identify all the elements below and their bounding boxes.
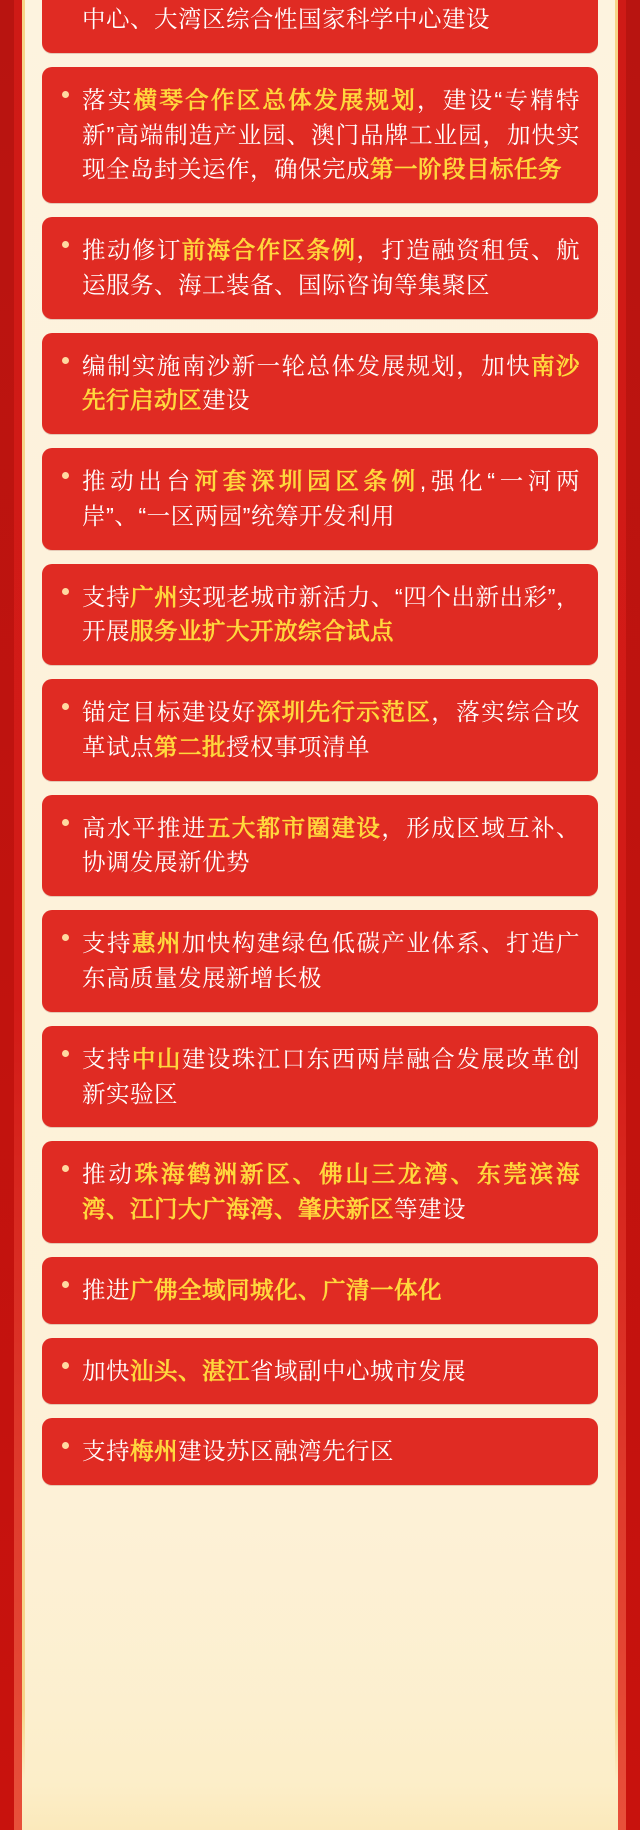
body-text: 支持	[82, 930, 132, 957]
body-text: 高水平推进	[82, 814, 207, 841]
body-text: ，建设“专精特新”高端制造产业园、澳门品牌工业园，加快实现全岛封关运作，确保完成	[82, 86, 581, 183]
highlight-text: 横琴合作区总体发展规划	[133, 86, 418, 113]
item-new-districts	[42, 1141, 598, 1243]
bullet-icon	[62, 703, 69, 710]
highlight-text: 惠州	[131, 930, 182, 957]
body-text: 支持	[82, 583, 131, 610]
bullet-icon	[62, 1281, 69, 1288]
item-science-center	[42, 0, 598, 53]
bullet-icon	[62, 357, 69, 364]
bullet-icon	[62, 934, 69, 941]
highlight-text: 河套深圳园区条例	[194, 468, 420, 495]
item-zhongshan	[42, 1026, 598, 1128]
item-qianhai	[42, 217, 598, 319]
body-text: ，形成区域互补、协调发展新优势	[82, 814, 581, 876]
bullet-icon	[62, 91, 69, 98]
body-text: ，落实综合改革试点	[82, 699, 581, 760]
highlight-text: 南沙先行启动区	[82, 352, 581, 414]
highlight-text: 五大都市圈建设	[206, 814, 382, 841]
bullet-icon	[62, 588, 69, 595]
highlight-text: 梅州	[130, 1438, 178, 1465]
left-decorative-rail	[0, 0, 14, 1830]
highlight-text: 广佛全域同城化、广清一体化	[130, 1276, 442, 1303]
highlight-text: 珠海鹤洲新区、佛山三龙湾、东莞滨海湾、江门大广海湾、肇庆新区	[82, 1161, 581, 1223]
body-text: 中心、大湾区综合性国家科学中心建设	[82, 6, 490, 32]
bullet-icon	[62, 1050, 69, 1057]
body-text: 建设珠江口东西两岸融合发展改革创新实验区	[82, 1045, 581, 1107]
highlight-text: 深圳先行示范区	[256, 699, 432, 726]
body-text: 推动	[82, 1161, 135, 1188]
highlight-text: 中山	[131, 1045, 182, 1072]
bullet-icon	[62, 1165, 69, 1172]
policy-list	[42, 0, 598, 1830]
highlight-text: 前海合作区条例	[181, 237, 357, 264]
item-meizhou	[42, 1418, 598, 1485]
body-text: 编制实施南沙新一轮总体发展规划，加快	[82, 352, 532, 379]
item-shantou-zhanjiang	[42, 1338, 598, 1405]
highlight-text: 第二批	[154, 733, 226, 760]
body-text: 建设	[202, 387, 250, 414]
highlight-text: 第一阶段目标任务	[370, 156, 562, 183]
body-text: 省域副中心城市发展	[250, 1357, 466, 1384]
body-text: 推动出台	[82, 468, 195, 495]
body-text: 支持	[82, 1045, 132, 1072]
bullet-icon	[62, 472, 69, 479]
body-text: ，打造融资租赁、航运服务、海工装备、国际咨询等集聚区	[82, 237, 581, 298]
body-text: ,强化“一河两岸”、“一区两园”统筹开发利用	[82, 468, 581, 529]
body-text: 锚定目标建设好	[82, 699, 257, 726]
item-guangfo	[42, 1257, 598, 1324]
highlight-text: 服务业扩大开放综合试点	[130, 618, 394, 645]
bullet-icon	[62, 1362, 69, 1369]
body-text: 等建设	[394, 1196, 466, 1223]
body-text: 授权事项清单	[226, 733, 370, 760]
body-text: 建设苏区融湾先行区	[178, 1438, 394, 1465]
body-text: 加快	[82, 1357, 130, 1384]
item-guangzhou	[42, 564, 598, 666]
body-text: 支持	[82, 1438, 130, 1465]
item-metropolitan-areas	[42, 795, 598, 897]
body-text: 推进	[82, 1276, 130, 1303]
body-text: 加快构建绿色低碳产业体系、打造广东高质量发展新增长极	[82, 930, 581, 992]
item-huizhou	[42, 910, 598, 1012]
highlight-text: 广州	[130, 583, 179, 610]
bullet-icon	[62, 819, 69, 826]
item-hetao	[42, 448, 598, 550]
right-decorative-rail	[626, 0, 640, 1830]
item-shenzhen	[42, 679, 598, 781]
body-text: 推动修订	[82, 237, 182, 264]
bullet-icon	[62, 241, 69, 248]
body-text: 实现老城市新活力、“四个出新出彩”，开展	[82, 583, 581, 645]
highlight-text: 汕头、湛江	[130, 1357, 250, 1384]
item-nansha	[42, 333, 598, 435]
item-hengqin	[42, 67, 598, 203]
bullet-icon	[62, 1442, 69, 1449]
body-text: 落实	[82, 86, 134, 113]
